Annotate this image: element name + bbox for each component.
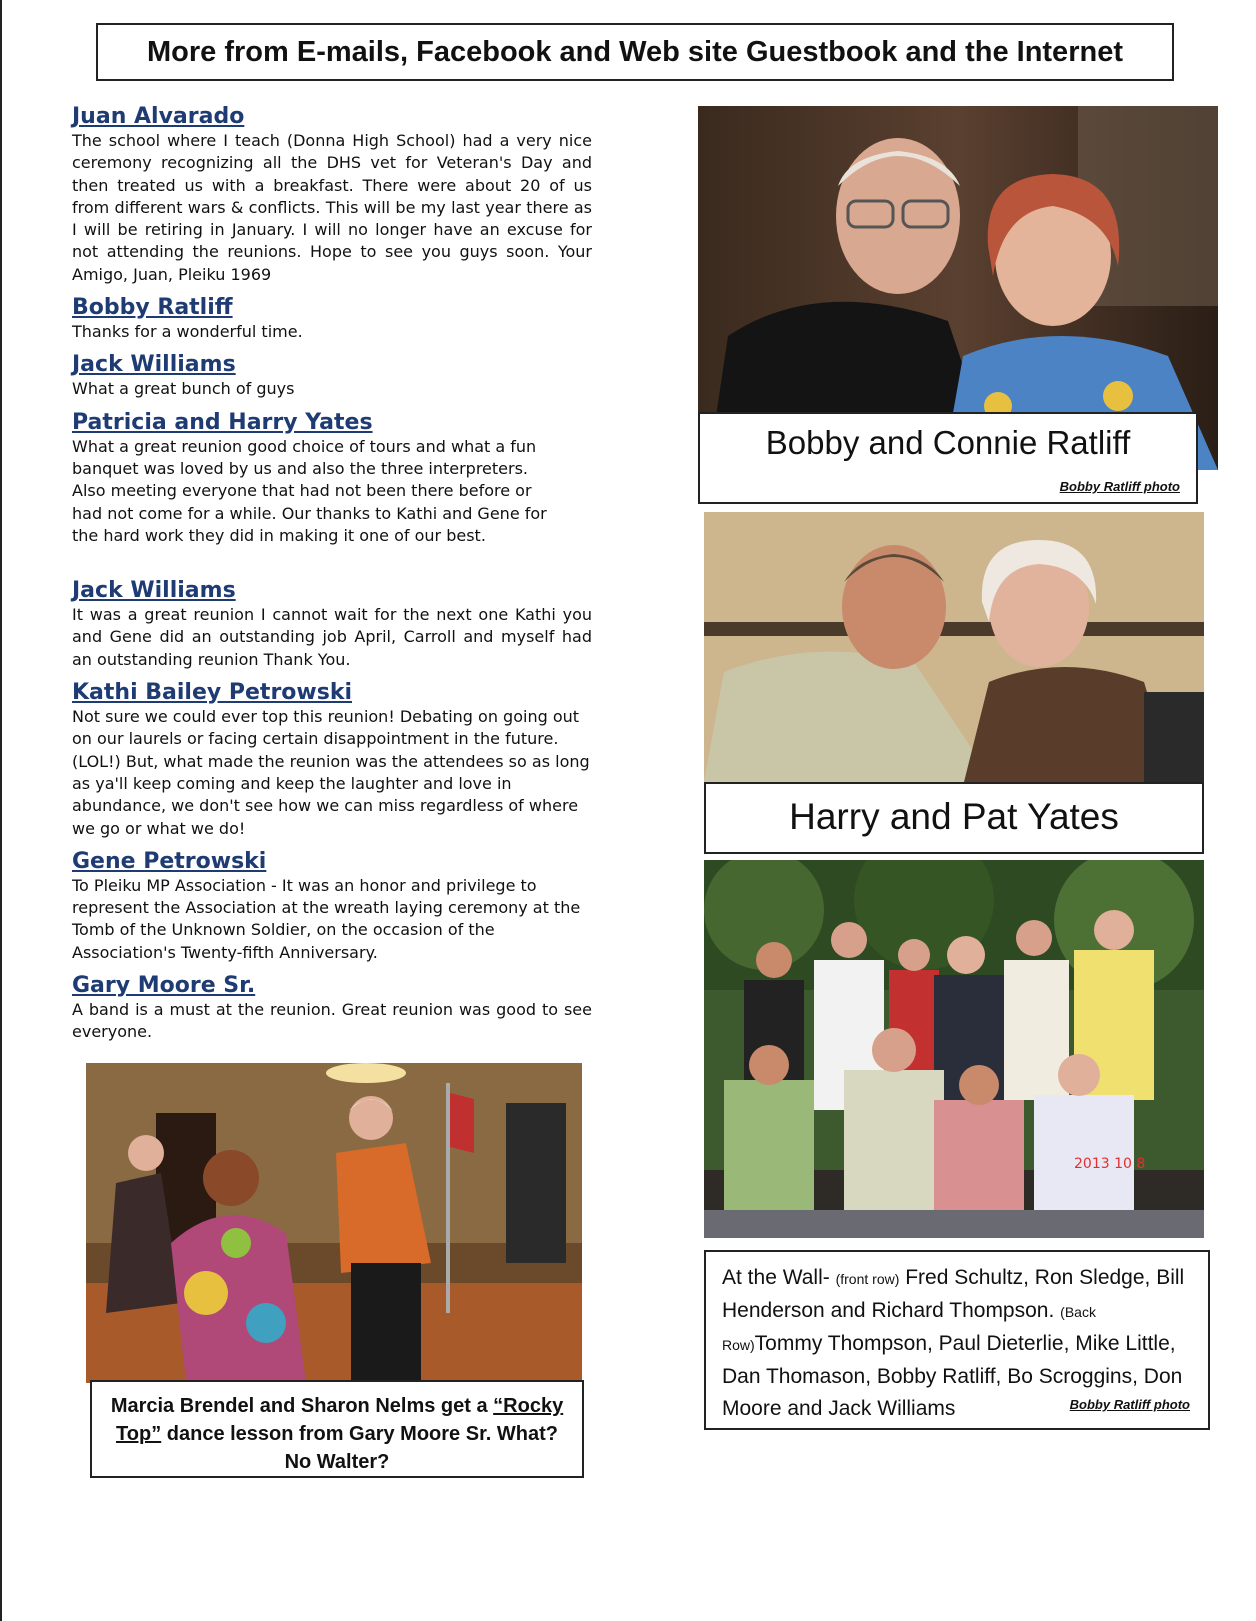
page-title: More from E-mails, Facebook and Web site Guestbook and the Internet bbox=[96, 23, 1174, 81]
photo-yates-image bbox=[704, 512, 1204, 782]
entry-name: Bobby Ratliff bbox=[72, 295, 233, 321]
photo-date-stamp: 2013 10 8 bbox=[1074, 1156, 1146, 1172]
page-edge bbox=[0, 0, 2, 1621]
caption-wall bbox=[704, 1250, 1210, 1430]
entry-kathi-bailey-petrowski bbox=[72, 680, 592, 840]
entry-text: Not sure we could ever top this reunion! Debating on going out on our laurels or facing certain disappointment in the future. (LOL!) But, what made the reunion was the attendees so as long as ya'll keep coming and keep the laughter and love in abundance, we don't see how we can miss regardless of where we go or what we do! bbox=[72, 707, 590, 838]
spacer bbox=[72, 556, 592, 578]
photo-credit: Bobby Ratliff photo bbox=[1069, 1397, 1190, 1412]
entry-juan-alvarado bbox=[72, 104, 592, 286]
entry-text: What a great reunion good choice of tours and what a fun banquet was loved by us and also the three interpreters. Also meeting everyone that had not been there before or had not come for a while. Our thanks to Kathi and Gene for the hard work they did in making it one of our best. bbox=[72, 436, 547, 545]
entry-name: Gene Petrowski bbox=[72, 848, 267, 874]
caption-ratliff-text: Bobby and Connie Ratliff bbox=[765, 424, 1131, 461]
rocky-top-link: “Rocky Top” bbox=[116, 1395, 564, 1445]
entry-text: Thanks for a wonderful time. bbox=[72, 322, 303, 342]
entry-text: To Pleiku MP Association - It was an honor and privilege to represent the Association at the wreath laying ceremony at the Tomb of the Unknown Soldier, on the occasion of the Association's Twenty-fifth Anniversary. bbox=[72, 875, 581, 962]
caption-yates-text: Harry and Pat Yates bbox=[789, 796, 1119, 837]
entry-name: Juan Alvarado bbox=[72, 104, 245, 129]
caption-yates bbox=[704, 782, 1204, 854]
entry-name: Patricia and Harry Yates bbox=[72, 409, 373, 435]
caption-wall-text: At the Wall- (front row) Fred Schultz, Ron Sledge, Bill Henderson and Richard Thompson. (Back Row)Tommy Thompson, Paul Dieterlie, Mike Little, Dan Thomason, Bobby Ratliff, Bo Scroggins, Don Moore and Jack Williams bbox=[722, 1266, 1185, 1420]
entry-jack-williams-2 bbox=[72, 578, 592, 671]
caption-dance-text: Marcia Brendel and Sharon Nelms get a “Rocky Top” dance lesson from Gary Moore Sr. What? No Walter? bbox=[110, 1395, 564, 1473]
photo-wall-image bbox=[704, 860, 1204, 1238]
caption-ratliff bbox=[698, 412, 1198, 504]
entry-name: Gary Moore Sr. bbox=[72, 973, 256, 999]
entry-jack-williams-1 bbox=[72, 352, 592, 400]
entry-name: Jack Williams bbox=[72, 352, 236, 378]
caption-dance bbox=[90, 1380, 584, 1478]
entry-gary-moore bbox=[72, 973, 592, 1044]
photo-dance-image bbox=[86, 1063, 582, 1383]
guestbook-entries bbox=[72, 104, 592, 1053]
entry-patricia-harry-yates bbox=[72, 410, 592, 547]
entry-text: What a great bunch of guys bbox=[72, 379, 295, 399]
entry-bobby-ratliff bbox=[72, 295, 592, 343]
photo-dance bbox=[86, 1063, 582, 1383]
entry-text: The school where I teach (Donna High School) had a very nice ceremony recognizing all the DHS vet for Veteran's Day and then treated us with a breakfast. There were about 20 of us from different wars & conflicts. This will be my last year there as I will be retiring in January. I will no longer have an excuse for not attending the reunions. Hope to see you guys soon. Your Amigo, Juan, Pleiku 1969 bbox=[72, 131, 592, 284]
photo-yates bbox=[704, 512, 1204, 782]
entry-text: A band is a must at the reunion. Great reunion was good to see everyone. bbox=[72, 1000, 592, 1042]
entry-gene-petrowski bbox=[72, 849, 592, 964]
entry-text: It was a great reunion I cannot wait for the next one Kathi you and Gene did an outstanding job April, Carroll and myself had an outstanding reunion Thank You. bbox=[72, 605, 592, 669]
entry-name: Jack Williams bbox=[72, 578, 236, 604]
photo-wall-group bbox=[704, 860, 1204, 1238]
photo-credit: Bobby Ratliff photo bbox=[1059, 479, 1180, 494]
entry-name: Kathi Bailey Petrowski bbox=[72, 680, 353, 706]
